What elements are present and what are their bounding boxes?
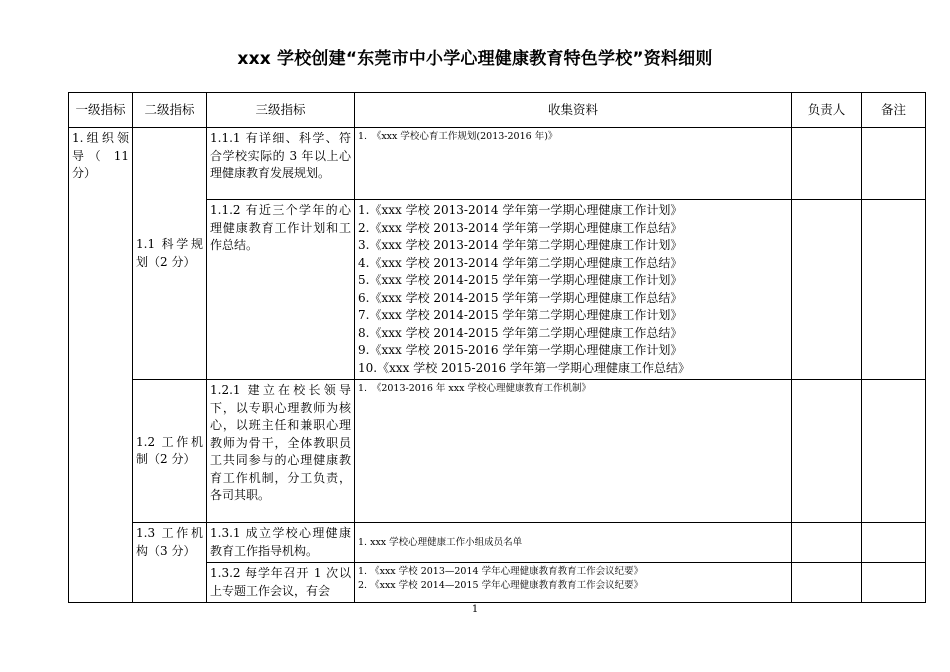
- material-item: 1. 《xxx 学校心育工作规划(2013-2016 年)》: [358, 131, 558, 142]
- header-level1: 一级指标: [69, 93, 133, 128]
- material-item: 1.《xxx 学校 2013-2014 学年第一学期心理健康工作计划》: [358, 203, 683, 217]
- table-row: [69, 523, 926, 563]
- material-item: 6.《xxx 学校 2014-2015 学年第一学期心理健康工作总结》: [358, 290, 683, 305]
- level3-cell-1-3-1: 1.3.1 成立学校心理健康教育工作指导机构。: [207, 523, 355, 563]
- header-row: [69, 93, 926, 128]
- level2-cell-1-3: 1.3 工作机构（3 分）: [133, 523, 207, 603]
- owner-cell: [792, 563, 862, 603]
- document-title: xxx 学校创建“东莞市中小学心理健康教育特色学校”资料细则: [237, 49, 713, 69]
- owner-cell: [792, 380, 862, 523]
- material-item: 5.《xxx 学校 2014-2015 学年第一学期心理健康工作计划》: [358, 273, 683, 287]
- owner-cell: [792, 128, 862, 200]
- criteria-table: [68, 92, 926, 603]
- materials-cell-1-1-1: [355, 128, 792, 200]
- table-row: [69, 128, 926, 200]
- owner-cell: [792, 200, 862, 380]
- owner-cell: [792, 523, 862, 563]
- level3-cell-1-3-2: 1.3.2 每学年召开 1 次以上专题工作会议，有会: [207, 563, 355, 603]
- material-item: 10.《xxx 学校 2015-2016 学年第一学期心理健康工作总结》: [358, 360, 690, 375]
- page-number: 1: [471, 604, 479, 615]
- table-row: [69, 380, 926, 523]
- material-item: 2.《xxx 学校 2013-2014 学年第一学期心理健康工作总结》: [358, 220, 683, 235]
- material-item: 1. 《xxx 学校 2013—2014 学年心理健康教育教育工作会议纪要》: [358, 566, 644, 577]
- materials-cell-1-2-1: [355, 380, 792, 523]
- material-item: 4.《xxx 学校 2013-2014 学年第二学期心理健康工作总结》: [358, 255, 683, 270]
- material-item: 1. xxx 学校心理健康工作小组成员名单: [358, 536, 523, 548]
- remark-cell: [862, 128, 926, 200]
- level3-cell-1-1-2: 1.1.2 有近三个学年的心理健康教育工作计划和工作总结。: [207, 200, 355, 380]
- material-item: 7.《xxx 学校 2014-2015 学年第二学期心理健康工作计划》: [358, 308, 683, 322]
- material-item: 1. 《2013-2016 年 xxx 学校心理健康教育工作机制》: [358, 383, 592, 394]
- remark-cell: [862, 200, 926, 380]
- level1-cell: 1.组织领导（ 11 分）: [69, 128, 133, 603]
- level2-cell-1-2: 1.2 工作机制（2 分）: [133, 380, 207, 523]
- materials-cell-1-1-2: [355, 200, 792, 380]
- remark-cell: [862, 380, 926, 523]
- material-item: 9.《xxx 学校 2015-2016 学年第一学期心理健康工作计划》: [358, 343, 683, 357]
- materials-cell-1-3-2: [355, 563, 792, 603]
- remark-cell: [862, 563, 926, 603]
- level3-cell-1-1-1: 1.1.1 有详细、科学、符合学校实际的 3 年以上心理健康教育发展规划。: [207, 128, 355, 200]
- header-owner: 负责人: [792, 93, 862, 128]
- header-remark: 备注: [862, 93, 926, 128]
- material-item: 3.《xxx 学校 2013-2014 学年第二学期心理健康工作计划》: [358, 238, 683, 252]
- header-level2: 二级指标: [133, 93, 207, 128]
- materials-cell-1-3-1: [355, 523, 792, 563]
- header-level3: 三级指标: [207, 93, 355, 128]
- level2-cell-1-1: 1.1 科学规划（2 分）: [133, 128, 207, 380]
- level3-cell-1-2-1: 1.2.1 建立在校长领导下，以专职心理教师为核心，以班主任和兼职心理教师为骨干，全体教职员工共同参与的心理健康教育工作机制，分工负责，各司其职。: [207, 380, 355, 523]
- header-materials: 收集资料: [355, 93, 792, 128]
- remark-cell: [862, 523, 926, 563]
- material-item: 8.《xxx 学校 2014-2015 学年第二学期心理健康工作总结》: [358, 325, 683, 340]
- material-item: 2. 《xxx 学校 2014—2015 学年心理健康教育教育工作会议纪要》: [358, 580, 644, 591]
